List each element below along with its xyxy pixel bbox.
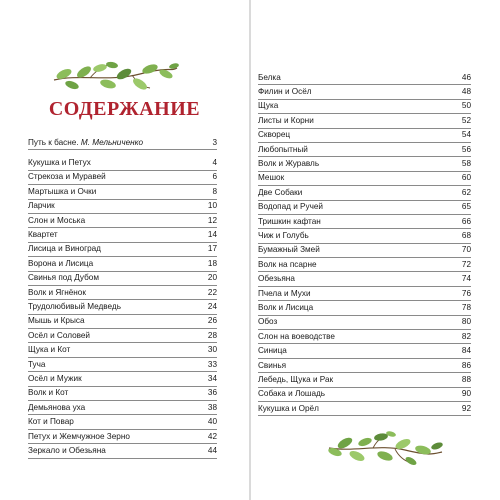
toc-entry[interactable]	[258, 272, 471, 286]
toc-entry-page: 70	[461, 245, 471, 255]
toc-entry-page: 86	[461, 360, 471, 370]
toc-entry-title: Листы и Корни	[258, 115, 314, 125]
toc-entry[interactable]	[28, 300, 217, 314]
toc-entry[interactable]	[258, 402, 471, 416]
toc-entry-title: Мартышка и Очки	[28, 186, 97, 196]
toc-entry[interactable]	[28, 200, 217, 214]
toc-entry-page: 46	[461, 72, 471, 82]
contents-list-right	[258, 71, 471, 416]
toc-entry-title: Бумажный Змей	[258, 245, 320, 255]
toc-entry-title: Водопад и Ручей	[258, 202, 323, 212]
toc-entry-page: 90	[461, 389, 471, 399]
toc-entry-page: 68	[461, 230, 471, 240]
toc-entry-page: 17	[207, 244, 217, 254]
toc-entry-title: Свинья под Дубом	[28, 273, 99, 283]
toc-entry-page: 80	[461, 317, 471, 327]
toc-entry-title: Пчела и Мухи	[258, 288, 311, 298]
toc-entry[interactable]	[28, 444, 217, 458]
left-page	[0, 0, 249, 500]
toc-entry-page: 56	[461, 144, 471, 154]
toc-entry[interactable]	[258, 229, 471, 243]
toc-entry-page: 14	[207, 230, 217, 240]
toc-entry-page: 62	[461, 187, 471, 197]
toc-entry-title: Кот и Повар	[28, 417, 74, 427]
toc-entry-page: 18	[207, 258, 217, 268]
toc-entry-page: 65	[461, 202, 471, 212]
toc-entry[interactable]	[258, 186, 471, 200]
toc-entry[interactable]	[28, 343, 217, 357]
toc-entry-page: 22	[207, 287, 217, 297]
toc-entry[interactable]	[28, 272, 217, 286]
toc-entry-title: Зеркало и Обезьяна	[28, 445, 106, 455]
toc-entry-page: 72	[461, 259, 471, 269]
toc-entry-title: Свинья	[258, 360, 287, 370]
toc-entry[interactable]	[258, 287, 471, 301]
toc-entry-title: Ворона и Лисица	[28, 258, 94, 268]
toc-entry-page: 66	[461, 216, 471, 226]
toc-entry-page: 26	[207, 316, 217, 326]
toc-entry-page: 42	[207, 431, 217, 441]
toc-entry-title: Лисица и Виноград	[28, 244, 101, 254]
toc-entry[interactable]	[258, 373, 471, 387]
toc-entry-title: Волк и Лисица	[258, 302, 314, 312]
toc-entry-title: Квартет	[28, 230, 58, 240]
toc-entry-title: Щука и Кот	[28, 345, 71, 355]
toc-entry-title: Демьянова уха	[28, 402, 86, 412]
toc-entry[interactable]	[258, 172, 471, 186]
toc-entry-title: Осёл и Соловей	[28, 330, 91, 340]
toc-entry[interactable]	[258, 85, 471, 99]
toc-entry-title: Ларчик	[28, 201, 55, 211]
toc-entry[interactable]	[28, 156, 217, 170]
toc-entry[interactable]	[28, 358, 217, 372]
toc-entry[interactable]	[258, 157, 471, 171]
toc-entry[interactable]	[258, 100, 471, 114]
toc-entry-title: Петух и Жемчужное Зерно	[28, 431, 130, 441]
toc-entry[interactable]	[28, 329, 217, 343]
toc-entry-title: Кукушка и Петух	[28, 158, 91, 168]
toc-entry-page: 60	[461, 173, 471, 183]
toc-entry-page: 52	[461, 115, 471, 125]
toc-entry[interactable]	[258, 316, 471, 330]
toc-entry-page: 48	[461, 87, 471, 97]
toc-entry[interactable]	[258, 129, 471, 143]
contents-list-left	[28, 136, 217, 459]
toc-entry-page: 12	[207, 215, 217, 225]
toc-entry-title: Тришкин кафтан	[258, 216, 321, 226]
toc-entry-page: 44	[207, 445, 217, 455]
toc-entry[interactable]	[28, 372, 217, 386]
toc-entry-title: Стрекоза и Муравей	[28, 172, 106, 182]
toc-entry-page: 20	[207, 273, 217, 283]
toc-entry[interactable]	[28, 171, 217, 185]
toc-entry-page: 33	[207, 359, 217, 369]
toc-entry-title: Волк и Кот	[28, 388, 69, 398]
toc-entry-title: Обоз	[258, 317, 278, 327]
toc-entry[interactable]	[28, 430, 217, 444]
toc-entry-page: 3	[212, 137, 217, 147]
toc-entry-page: 74	[461, 274, 471, 284]
toc-entry-title: Скворец	[258, 130, 291, 140]
toc-entry-page: 30	[207, 345, 217, 355]
toc-entry[interactable]	[258, 201, 471, 215]
toc-entry-title: Волк и Ягнёнок	[28, 287, 86, 297]
toc-entry[interactable]	[258, 244, 471, 258]
toc-entry-title: Кукушка и Орёл	[258, 403, 319, 413]
leafy-branch-icon	[325, 430, 445, 466]
toc-entry[interactable]	[28, 387, 217, 401]
toc-entry-page: 84	[461, 346, 471, 356]
toc-entry-title: Синица	[258, 346, 287, 356]
toc-entry-page: 6	[212, 172, 217, 182]
toc-entry[interactable]	[28, 136, 217, 150]
toc-entry-title: Осёл и Мужик	[28, 373, 82, 383]
toc-entry[interactable]	[28, 228, 217, 242]
toc-entry-title: Чиж и Голубь	[258, 230, 309, 240]
toc-entry-title: Мешок	[258, 173, 285, 183]
toc-entry[interactable]	[258, 301, 471, 315]
toc-entry[interactable]	[258, 114, 471, 128]
toc-entry-page: 40	[207, 417, 217, 427]
page-title: СОДЕРЖАНИЕ	[48, 98, 201, 120]
toc-entry-title: Трудолюбивый Медведь	[28, 301, 121, 311]
toc-entry[interactable]	[258, 143, 471, 157]
toc-entry[interactable]	[28, 401, 217, 415]
toc-entry-page: 10	[207, 201, 217, 211]
toc-entry-title: Слон на воеводстве	[258, 331, 335, 341]
toc-entry-title: Щука	[258, 101, 279, 111]
toc-entry-title: Любопытный	[258, 144, 308, 154]
toc-entry-title: Филин и Осёл	[258, 87, 312, 97]
toc-entry-page: 88	[461, 374, 471, 384]
toc-entry-page: 38	[207, 402, 217, 412]
toc-entry-page: 58	[461, 159, 471, 169]
toc-entry[interactable]	[28, 243, 217, 257]
toc-entry[interactable]	[258, 330, 471, 344]
toc-entry-page: 92	[461, 403, 471, 413]
toc-entry-title: Путь к басне. М. Мельниченко	[28, 137, 144, 147]
toc-entry-title: Собака и Лошадь	[258, 389, 326, 399]
toc-entry-title: Обезьяна	[258, 274, 295, 284]
toc-entry[interactable]	[258, 344, 471, 358]
toc-entry-page: 54	[461, 130, 471, 140]
toc-entry-page: 34	[207, 373, 217, 383]
toc-entry-title: Белка	[258, 72, 281, 82]
toc-entry[interactable]	[258, 388, 471, 402]
toc-entry-page: 50	[461, 101, 471, 111]
toc-entry-title: Две Собаки	[258, 187, 303, 197]
toc-entry[interactable]	[258, 71, 471, 85]
toc-entry[interactable]	[28, 214, 217, 228]
toc-entry-title: Туча	[28, 359, 46, 369]
toc-entry-page: 8	[212, 186, 217, 196]
toc-entry[interactable]	[28, 315, 217, 329]
toc-entry[interactable]	[28, 257, 217, 271]
toc-entry[interactable]	[28, 286, 217, 300]
toc-entry[interactable]	[258, 215, 471, 229]
leafy-branch-icon	[50, 60, 180, 92]
toc-entry-title: Волк и Журавль	[258, 159, 320, 169]
toc-entry-page: 76	[461, 288, 471, 298]
toc-entry-title: Мышь и Крыса	[28, 316, 85, 326]
toc-entry[interactable]	[28, 415, 217, 429]
toc-entry[interactable]	[28, 185, 217, 199]
toc-entry-page: 24	[207, 301, 217, 311]
toc-entry-title: Волк на псарне	[258, 259, 317, 269]
toc-entry-page: 78	[461, 302, 471, 312]
toc-entry-page: 28	[207, 330, 217, 340]
toc-entry-page: 82	[461, 331, 471, 341]
toc-entry-title: Лебедь, Щука и Рак	[258, 374, 334, 384]
toc-entry-title: Слон и Моська	[28, 215, 86, 225]
toc-entry[interactable]	[258, 359, 471, 373]
toc-entry-page: 36	[207, 388, 217, 398]
toc-entry-page: 4	[212, 158, 217, 168]
toc-entry[interactable]	[258, 258, 471, 272]
toc-entry-author: М. Мельниченко	[80, 137, 144, 147]
